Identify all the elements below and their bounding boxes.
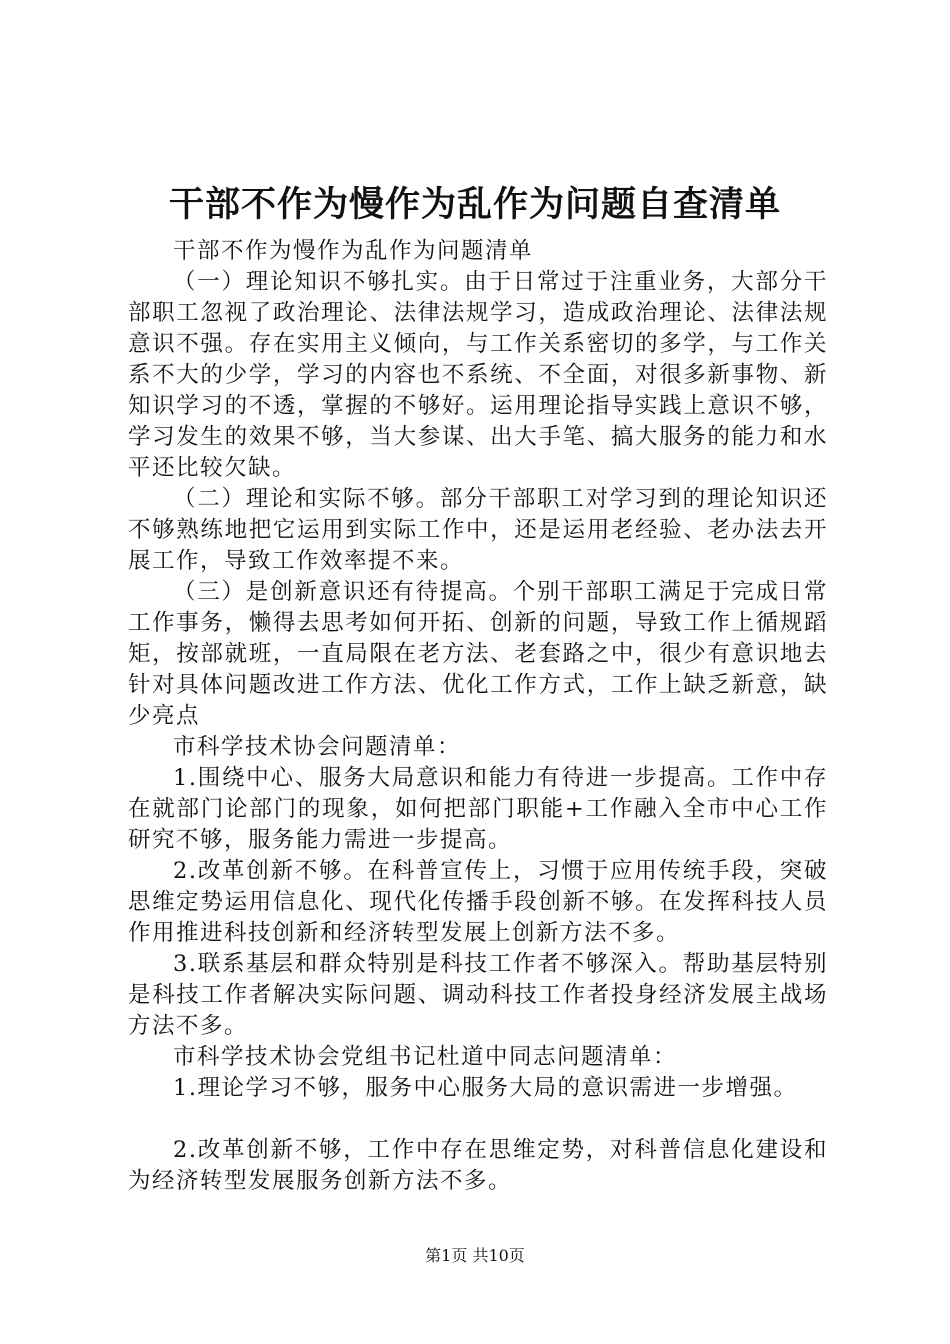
paragraph-secretary-item-2: 2.改革创新不够，工作中存在思维定势，对科普信息化建设和为经济转型发展服务创新方法不多。 [128,1137,828,1194]
paragraph-association-item-2: 2.改革创新不够。在科普宣传上，习惯于应用传统手段，突破思维定势运用信息化、现代化传播手段创新不够。在发挥科技人员作用推进科技创新和经济转型发展上创新方法不多。 [128,858,828,946]
paragraph-item-2: （二）理论和实际不够。部分干部职工对学习到的理论知识还不够熟练地把它运用到实际工作中，还是运用老经验、老办法去开展工作，导致工作效率提不来。 [128,486,828,574]
paragraph-item-1: （一）理论知识不够扎实。由于日常过于注重业务，大部分干部职工忽视了政治理论、法律法规学习，造成政治理论、法律法规意识不强。存在实用主义倾向，与工作关系密切的多学，与工作关系不大的少学，学习的内容也不系统、不全面，对很多新事物、新知识学习的不透，掌握的不够好。运用理论指导实践上意识不够，学习发生的效果不够，当大参谋、出大手笔、搞大服务的能力和水平还比较欠缺。 [128,269,828,481]
paragraph-section-heading-association: 市科学技术协会问题清单： [173,734,462,760]
paragraph-association-item-1: 1.围绕中心、服务大局意识和能力有待进一步提高。工作中存在就部门论部门的现象，如何把部门职能+工作融入全市中心工作研究不够，服务能力需进一步提高。 [128,765,828,853]
paragraph-association-item-3: 3.联系基层和群众特别是科技工作者不够深入。帮助基层特别是科技工作者解决实际问题、调动科技工作者投身经济发展主战场方法不多。 [128,951,828,1039]
paragraph-section-heading-secretary: 市科学技术协会党组书记杜道中同志问题清单： [173,1044,678,1070]
document-body [128,236,828,1197]
page-number-footer: 第1页 共10页 [425,1246,525,1265]
document-title: 干部不作为慢作为乱作为问题自查清单 [168,184,781,225]
paragraph-item-3: （三）是创新意识还有待提高。个别干部职工满足于完成日常工作事务，懒得去思考如何开拓、创新的问题，导致工作上循规蹈矩，按部就班，一直局限在老方法、老套路之中，很少有意识地去针对具体问题改进工作方法、优化工作方式，工作上缺乏新意，缺少亮点 [128,579,828,729]
paragraph-secretary-item-1: 1.理论学习不够，服务中心服务大局的意识需进一步增强。 [173,1075,798,1101]
paragraph-list-title: 干部不作为慢作为乱作为问题清单 [173,238,534,264]
